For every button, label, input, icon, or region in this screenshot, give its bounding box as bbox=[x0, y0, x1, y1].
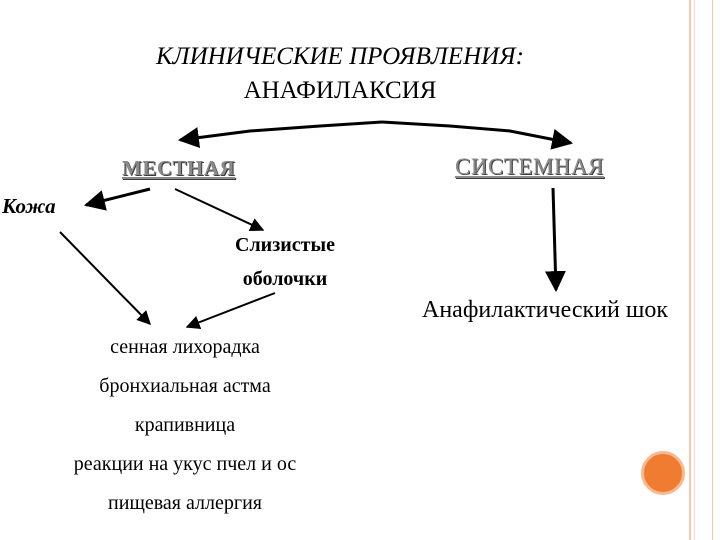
arrow-mucosa-to-list bbox=[187, 293, 275, 327]
arrow-to-systemic bbox=[382, 122, 571, 143]
list-item: пищевая аллергия bbox=[108, 492, 262, 514]
anaphylactic-shock-label: Анафилактический шок bbox=[422, 297, 668, 323]
decorative-orange-circle bbox=[641, 451, 685, 495]
list-item: сенная лихорадка bbox=[110, 336, 260, 358]
list-item: крапивница bbox=[134, 414, 236, 436]
title-line-2: АНАФИЛАКСИЯ bbox=[243, 77, 437, 104]
list-item: реакции на укус пчел и ос bbox=[73, 453, 297, 475]
arrow-skin-to-list bbox=[60, 232, 150, 324]
list-item: бронхиальная астма bbox=[99, 375, 271, 397]
arrow-local-to-mucosa bbox=[175, 189, 263, 230]
mucosa-label: Слизистые оболочки bbox=[235, 234, 335, 290]
systemic-branch-label: СИСТЕМНАЯ bbox=[455, 154, 604, 179]
arrow-local-to-skin bbox=[86, 189, 150, 205]
local-manifestations-list bbox=[30, 328, 340, 523]
title-line-1: КЛИНИЧЕСКИЕ ПРОЯВЛЕНИЯ: bbox=[156, 43, 524, 70]
arrow-to-local bbox=[180, 122, 382, 140]
local-branch-label: МЕСТНАЯ bbox=[122, 156, 236, 180]
arrow-systemic-to-shock bbox=[553, 188, 556, 290]
skin-label: Кожа bbox=[2, 194, 56, 218]
